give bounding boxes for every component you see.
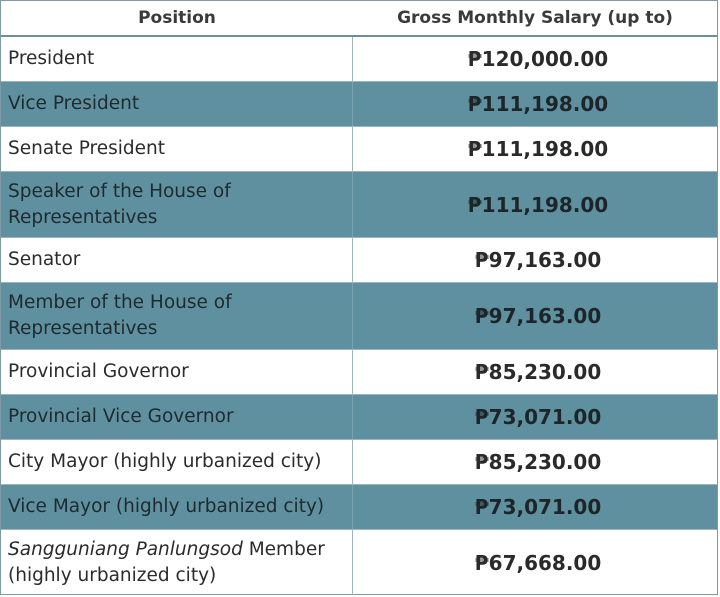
position-cell: President [1, 37, 353, 81]
position-cell: Speaker of the House of Representatives [1, 172, 353, 237]
position-cell: Senator [1, 238, 353, 282]
table-row [1, 238, 717, 283]
table-header [1, 1, 717, 37]
table-row [1, 485, 717, 530]
table-row [1, 127, 717, 172]
position-cell [1, 530, 353, 595]
salary-cell: ₱97,163.00 [474, 304, 602, 328]
position-cell: Provincial Vice Governor [1, 395, 353, 439]
salary-cell: ₱85,230.00 [474, 450, 602, 474]
position-cell: Senate President [1, 127, 353, 171]
salary-cell: ₱73,071.00 [474, 495, 602, 519]
position-cell: Vice Mayor (highly urbanized city) [1, 485, 353, 529]
salary-cell: ₱73,071.00 [474, 405, 602, 429]
table-row [1, 283, 717, 350]
table-row [1, 172, 717, 238]
salary-cell: ₱85,230.00 [474, 360, 602, 384]
position-rest-text: Member (highly urbanized city) [8, 538, 325, 586]
header-position: Position [138, 8, 216, 28]
table-row [1, 37, 717, 82]
position-italic-text: Sangguniang Panlungsod [8, 538, 243, 560]
position-cell: Provincial Governor [1, 350, 353, 394]
table-row [1, 530, 717, 595]
salary-cell: ₱111,198.00 [467, 192, 609, 217]
salary-cell: ₱67,668.00 [474, 550, 602, 575]
position-cell: Member of the House of Representatives [1, 283, 353, 349]
table-row [1, 350, 717, 395]
table-row [1, 395, 717, 440]
table-row [1, 440, 717, 485]
position-cell: City Mayor (highly urbanized city) [1, 440, 353, 484]
header-salary: Gross Monthly Salary (up to) [397, 8, 673, 28]
position-cell: Vice President [1, 82, 353, 126]
salary-cell: ₱111,198.00 [467, 137, 609, 161]
table-row [1, 82, 717, 127]
salary-cell: ₱111,198.00 [467, 92, 609, 116]
position-text [8, 537, 352, 589]
salary-cell: ₱97,163.00 [474, 248, 602, 272]
salary-cell: ₱120,000.00 [467, 47, 609, 71]
